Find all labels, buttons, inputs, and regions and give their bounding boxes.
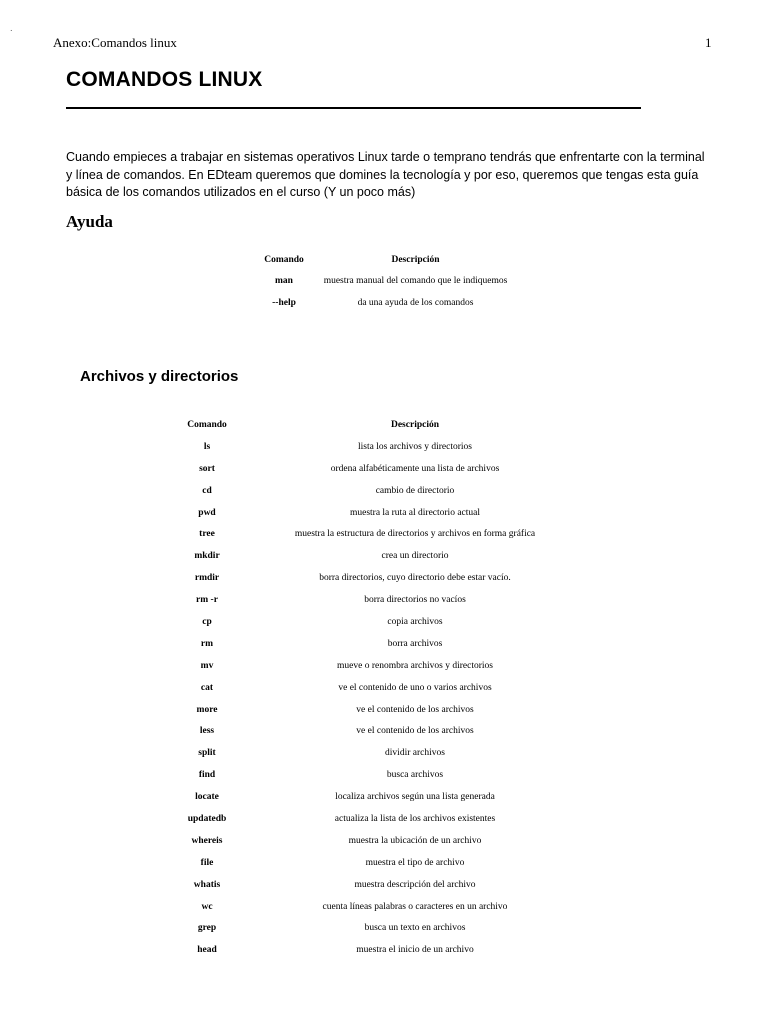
description-cell: borra archivos (387, 638, 443, 649)
table-header-row (255, 249, 518, 271)
table-row (164, 742, 580, 764)
description-cell: dividir archivos (385, 748, 445, 759)
description-cell: muestra manual del comando que le indiquemos (323, 276, 508, 287)
table-row (164, 764, 580, 786)
command-cell: tree (199, 529, 215, 540)
table-row (164, 917, 580, 939)
description-cell: actualiza la lista de los archivos existentes (334, 813, 496, 824)
description-cell: crea un directorio (381, 551, 449, 562)
section-heading-archivos: Archivos y directorios (80, 368, 239, 385)
command-cell: cd (202, 485, 212, 496)
command-cell: find (198, 770, 216, 781)
running-header: Anexo:Comandos linux (53, 35, 177, 50)
description-cell: ve el contenido de los archivos (356, 726, 474, 737)
archivos-command-table (164, 414, 580, 961)
command-cell: updatedb (187, 813, 227, 824)
command-cell: head (197, 945, 217, 956)
command-cell: rm (200, 638, 214, 649)
description-cell: cuenta líneas palabras o caracteres en un archivo (322, 901, 508, 912)
table-row (164, 436, 580, 458)
table-row (164, 480, 580, 502)
description-cell: da una ayuda de los comandos (357, 297, 474, 308)
table-row (164, 589, 580, 611)
column-header-command: Comando (187, 419, 227, 430)
table-row (164, 720, 580, 742)
command-cell: ls (203, 441, 211, 452)
table-row (164, 523, 580, 545)
command-cell: rmdir (194, 573, 220, 584)
command-cell: locate (195, 792, 219, 803)
table-row (164, 808, 580, 830)
table-row (255, 292, 518, 314)
command-cell: more (196, 704, 218, 715)
description-cell: muestra la ruta al directorio actual (349, 507, 481, 518)
document-title: COMANDOS LINUX (66, 68, 263, 91)
table-row (255, 271, 518, 293)
description-cell: ordena alfabéticamente una lista de archivos (330, 463, 500, 474)
command-cell: file (200, 857, 214, 868)
section-heading-ayuda: Ayuda (66, 212, 113, 231)
description-cell: copia archivos (387, 616, 443, 627)
table-row (164, 699, 580, 721)
command-cell: whatis (193, 879, 221, 890)
page-number: 1 (705, 35, 712, 50)
description-cell: muestra el inicio de un archivo (356, 945, 474, 956)
command-cell: mv (200, 660, 214, 671)
command-cell: grep (197, 923, 217, 934)
title-underline-divider (66, 107, 641, 109)
command-cell: less (199, 726, 215, 737)
table-row (164, 502, 580, 524)
command-cell: cat (200, 682, 214, 693)
description-cell: borra directorios, cuyo directorio debe estar vacío. (319, 573, 511, 584)
table-row (164, 633, 580, 655)
description-cell: ve el contenido de los archivos (356, 704, 474, 715)
ayuda-command-table (255, 249, 518, 314)
table-row (164, 896, 580, 918)
command-cell: rm -r (196, 595, 218, 606)
table-header-row (164, 414, 580, 436)
description-cell: busca un texto en archivos (364, 923, 466, 934)
description-cell: muestra la ubicación de un archivo (348, 835, 482, 846)
description-cell: cambio de directorio (375, 485, 455, 496)
table-row (164, 545, 580, 567)
command-cell: man (275, 276, 293, 287)
table-row (164, 939, 580, 961)
table-row (164, 830, 580, 852)
intro-paragraph: Cuando empieces a trabajar en sistemas operativos Linux tarde o temprano tendrás que enfrentarte con la terminal y línea de comandos. En EDteam queremos que domines la tecnología y por eso, queremos que tengas esta guía básica de los comandos utilizados en el curso (Y un poco más) (66, 150, 705, 199)
table-row (164, 852, 580, 874)
description-cell: localiza archivos según una lista generada (335, 792, 495, 803)
command-cell: split (198, 748, 216, 759)
column-header-description: Descripción (391, 254, 440, 265)
description-cell: borra directorios no vacíos (364, 595, 466, 606)
table-row (164, 874, 580, 896)
table-row (164, 611, 580, 633)
description-cell: muestra descripción del archivo (354, 879, 476, 890)
command-cell: cp (202, 616, 212, 627)
table-row (164, 458, 580, 480)
table-row (164, 655, 580, 677)
description-cell: mueve o renombra archivos y directorios (337, 660, 493, 671)
command-cell: mkdir (194, 551, 220, 562)
description-cell: lista los archivos y directorios (358, 441, 472, 452)
command-cell: pwd (198, 507, 216, 518)
corner-mark: . (10, 24, 13, 33)
command-cell: whereis (191, 835, 223, 846)
table-row (164, 786, 580, 808)
description-cell: muestra el tipo de archivo (365, 857, 465, 868)
command-cell: --help (272, 297, 296, 308)
column-header-description: Descripción (390, 419, 440, 430)
table-row (164, 567, 580, 589)
description-cell: busca archivos (386, 770, 444, 781)
description-cell: ve el contenido de uno o varios archivos (338, 682, 492, 693)
column-header-command: Comando (264, 254, 304, 265)
command-cell: sort (199, 463, 215, 474)
description-cell: muestra la estructura de directorios y archivos en forma gráfica (294, 529, 536, 540)
table-row (164, 677, 580, 699)
command-cell: wc (201, 901, 213, 912)
